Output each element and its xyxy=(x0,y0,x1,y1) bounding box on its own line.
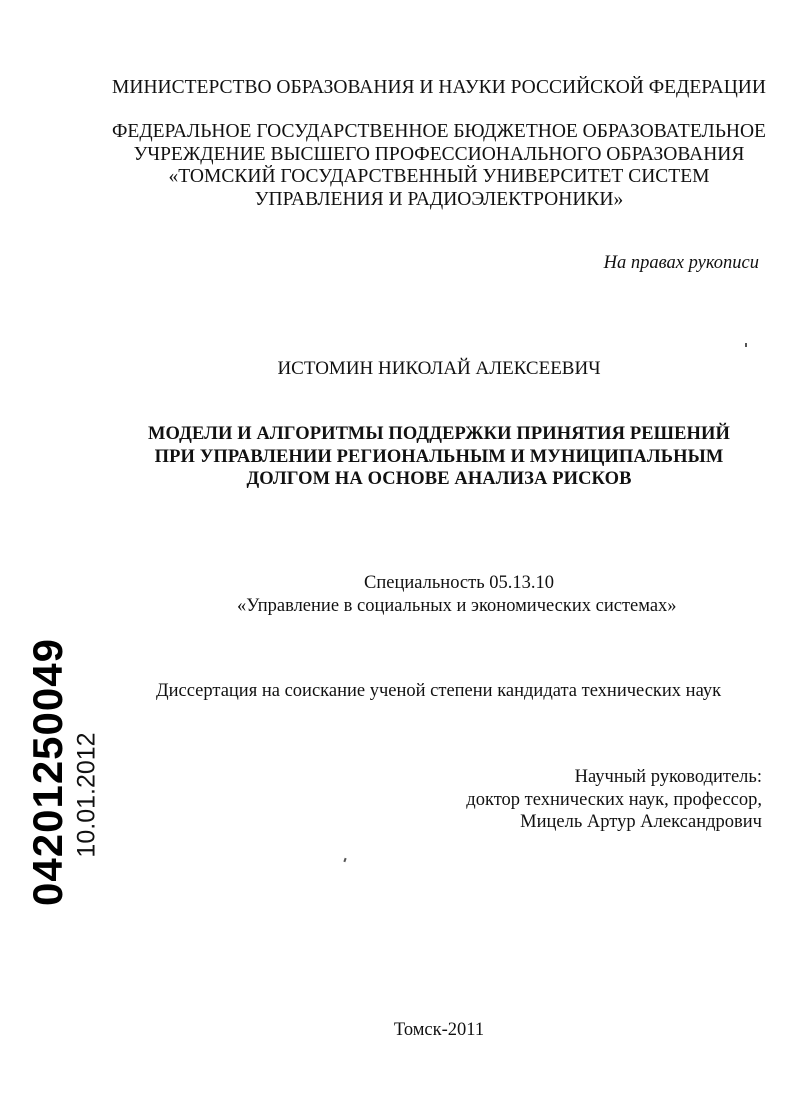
institution-line-2: УЧРЕЖДЕНИЕ ВЫСШЕГО ПРОФЕССИОНАЛЬНОГО ОБРАЗОВАНИЯ xyxy=(133,144,745,165)
specialty-name: «Управление в социальных и экономических системах» xyxy=(237,596,677,616)
supervisor-degree: доктор технических наук, профессор, xyxy=(466,790,762,810)
specialty-code: Специальность 05.13.10 xyxy=(364,573,555,593)
manuscript-rights-note: На правах рукописи xyxy=(603,253,759,273)
institution-line-1: ФЕДЕРАЛЬНОЕ ГОСУДАРСТВЕННОЕ БЮДЖЕТНОЕ ОБРАЗОВАТЕЛЬНОЕ xyxy=(112,121,766,142)
thesis-title-line-2: ПРИ УПРАВЛЕНИИ РЕГИОНАЛЬНЫМ И МУНИЦИПАЛЬНЫМ xyxy=(154,447,724,467)
scan-speck xyxy=(745,343,747,347)
thesis-title-line-3: ДОЛГОМ НА ОСНОВЕ АНАЛИЗА РИСКОВ xyxy=(246,469,632,489)
city-year: Томск-2011 xyxy=(393,1020,485,1040)
stamp-date: 10.01.2012 xyxy=(72,732,101,858)
ministry-heading: МИНИСТЕРСТВО ОБРАЗОВАНИЯ И НАУКИ РОССИЙСКОЙ ФЕДЕРАЦИИ xyxy=(112,77,766,98)
institution-line-4: УПРАВЛЕНИЯ И РАДИОЭЛЕКТРОНИКИ» xyxy=(254,189,624,210)
scan-speck xyxy=(343,858,346,862)
stamp-registration-number: 04201250049 xyxy=(24,638,71,906)
supervisor-label: Научный руководитель: xyxy=(574,767,762,787)
author-name: ИСТОМИН НИКОЛАЙ АЛЕКСЕЕВИЧ xyxy=(277,358,601,379)
institution-line-3: «ТОМСКИЙ ГОСУДАРСТВЕННЫЙ УНИВЕРСИТЕТ СИСТЕМ xyxy=(168,166,710,187)
thesis-title-line-1: МОДЕЛИ И АЛГОРИТМЫ ПОДДЕРЖКИ ПРИНЯТИЯ РЕШЕНИЙ xyxy=(148,424,730,444)
dissertation-degree-line: Диссертация на соискание ученой степени кандидата технических наук xyxy=(156,681,722,701)
supervisor-name: Мицель Артур Александрович xyxy=(520,812,762,832)
